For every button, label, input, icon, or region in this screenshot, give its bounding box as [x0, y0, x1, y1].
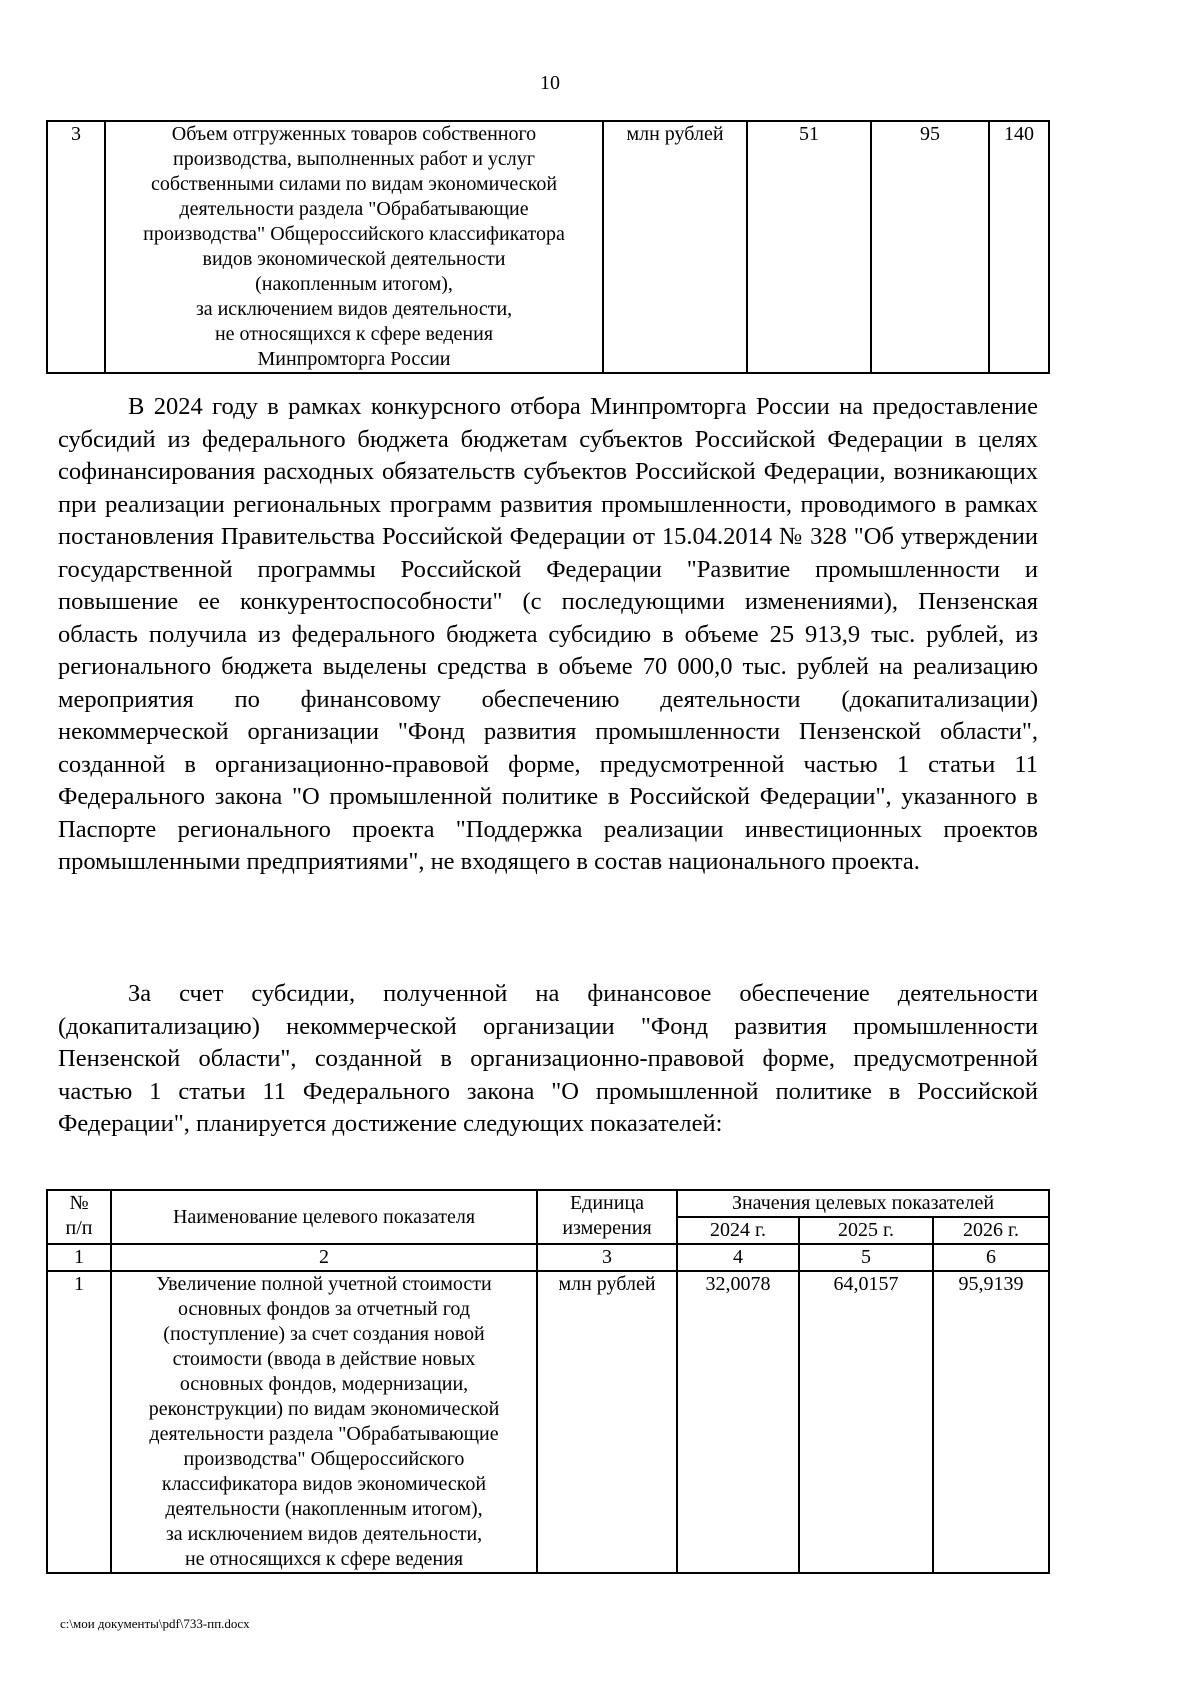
indicator-name-line: деятельности (накопленным итогом),: [165, 1498, 483, 1520]
header-year-2025: 2025 г.: [799, 1217, 933, 1244]
value-2024: 51: [747, 121, 871, 373]
column-number-row: [47, 1244, 1049, 1271]
header-num-line: п/п: [65, 1217, 93, 1239]
indicator-name-line: реконструкции) по видам экономической: [148, 1398, 500, 1420]
table-row: [47, 121, 1049, 373]
column-number: 1: [47, 1244, 111, 1271]
paragraph-text: В 2024 году в рамках конкурсного отбора Минпромторга России на предоставление субсидий из федерального бюджета бюджетам субъектов Российской Федерации в целях софинансирования расходных обязательств субъектов Российской Федерации, возникающих при реализации региональных программ развития промышленности, проводимого в рамках постановления Правительства Российской Федерации от 15.04.2014 № 328 "Об утверждении государственной программы Российской Федерации "Развитие промышленности и повышение ее конкурентоспособности" (с последующими изменениями), Пензенская область получила из федерального бюджета субсидию в объеме 25 913,9 тыс. рублей, из регионального бюджета выделены средства в объеме 70 000,0 тыс. рублей на реализацию мероприятия по финансовому обеспечению деятельности (докапитализации) некоммерческой организации "Фонд развития промышленности Пензенской области", созданной в организационно-правовой форме, предусмотренной частью 1 статьи 11 Федерального закона "О промышленной политике в Российской Федерации", указанного в Паспорте регионального проекта "Поддержка реализации инвестиционных проектов промышленными предприятиями", не входящего в состав национального проекта.: [58, 393, 1038, 875]
indicator-name-line: за исключением видов деятельности,: [195, 298, 513, 320]
indicator-name-line: производства" Общероссийского классификатора: [143, 223, 565, 245]
value-2025: 95: [871, 121, 989, 373]
row-number: 1: [47, 1271, 111, 1573]
table-header-row: [47, 1190, 1049, 1217]
indicator-name-line: классификатора видов экономической: [161, 1473, 487, 1495]
indicator-name-line: не относящихся к сфере ведения: [214, 323, 494, 345]
indicator-name-line: Увеличение полной учетной стоимости: [156, 1273, 492, 1295]
table-row: [47, 1271, 1049, 1573]
paragraph-text: За счет субсидии, полученной на финансовое обеспечение деятельности (докапитализацию) некоммерческой организации "Фонд развития промышленности Пензенской области", созданной в организационно-правовой форме, предусмотренной частью 1 статьи 11 Федерального закона "О промышленной политике в Российской Федерации", планируется достижение следующих показателей:: [58, 980, 1038, 1137]
indicator-name-line: деятельности раздела "Обрабатывающие: [179, 198, 529, 220]
indicator-name: [111, 1271, 537, 1573]
indicator-name-line: производства" Общероссийского: [183, 1448, 465, 1470]
file-path-footer: c:\мои документы\pdf\733-пп.docx: [60, 1616, 250, 1631]
row-number: 3: [47, 121, 105, 373]
indicator-name-line: производства, выполненных работ и услуг: [173, 148, 535, 170]
header-values-group: Значения целевых показателей: [677, 1190, 1049, 1217]
indicator-name-line: не относящихся к сфере ведения: [184, 1548, 464, 1570]
page-number: 10: [540, 72, 560, 94]
header-num: [47, 1190, 111, 1244]
column-number: 5: [799, 1244, 933, 1271]
value-2024: 32,0078: [677, 1271, 799, 1573]
column-number: 3: [537, 1244, 677, 1271]
indicator-name-line: Объем отгруженных товаров собственного: [171, 123, 537, 145]
paragraph-subsidy: [58, 391, 1038, 879]
header-year-2024: 2024 г.: [677, 1217, 799, 1244]
header-unit-line: Единица: [569, 1192, 645, 1214]
paragraph-indicators-intro: [58, 978, 1038, 1141]
value-2025: 64,0157: [799, 1271, 933, 1573]
indicator-name-line: деятельности раздела "Обрабатывающие: [149, 1423, 499, 1445]
indicator-name-line: (накопленным итогом),: [255, 273, 453, 295]
target-indicators-table: [46, 1189, 1050, 1574]
indicator-table-continued: [46, 120, 1050, 374]
header-unit-line: измерения: [562, 1217, 652, 1239]
header-name: Наименование целевого показателя: [111, 1190, 537, 1244]
indicator-name-line: собственными силами по видам экономической: [150, 173, 558, 195]
column-number: 2: [111, 1244, 537, 1271]
indicator-name-line: Минпромторга России: [257, 348, 451, 370]
unit-cell: млн рублей: [537, 1271, 677, 1573]
header-num-line: №: [69, 1192, 89, 1214]
indicator-name-line: основных фондов за отчетный год: [177, 1298, 471, 1320]
unit-cell: млн рублей: [603, 121, 747, 373]
indicator-name-line: видов экономической деятельности: [202, 248, 506, 270]
column-number: 6: [933, 1244, 1049, 1271]
header-year-2026: 2026 г.: [933, 1217, 1049, 1244]
indicator-name-line: стоимости (ввода в действие новых: [172, 1348, 476, 1370]
header-unit: [537, 1190, 677, 1244]
indicator-name-line: основных фондов, модернизации,: [179, 1373, 469, 1395]
indicator-name-line: за исключением видов деятельности,: [165, 1523, 483, 1545]
value-2026: 140: [989, 121, 1049, 373]
indicator-name-line: (поступление) за счет создания новой: [163, 1323, 485, 1345]
indicator-name: [105, 121, 603, 373]
column-number: 4: [677, 1244, 799, 1271]
value-2026: 95,9139: [933, 1271, 1049, 1573]
